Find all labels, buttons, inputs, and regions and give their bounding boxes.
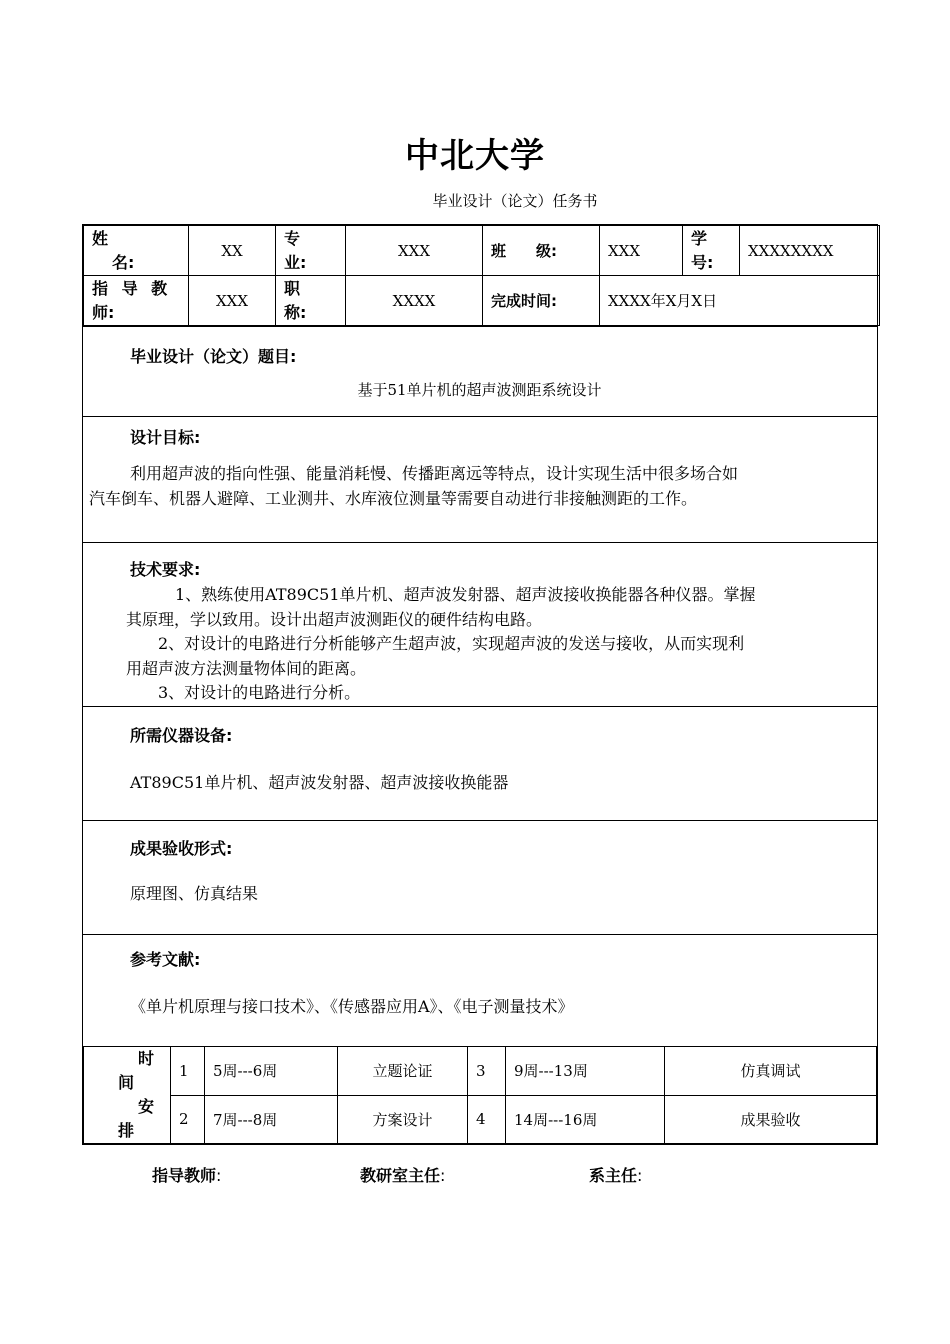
- equipment-value: AT89C51单片机、超声波发射器、超声波接收换能器: [130, 773, 509, 792]
- goal-line-2: 汽车倒车、机器人避障、工业测井、水库液位测量等需要自动进行非接触测距的工作。: [89, 489, 698, 508]
- schedule-task: 成果验收: [665, 1095, 877, 1144]
- schedule-label-3: 安: [138, 1097, 155, 1116]
- advisor-signature: [152, 1163, 221, 1186]
- dept-head-signature: [589, 1163, 642, 1186]
- results-section: [83, 820, 877, 934]
- results-value: 原理图、仿真结果: [130, 884, 259, 903]
- position-label: [276, 276, 346, 326]
- completion-label: 完成时间:: [483, 276, 600, 326]
- schedule-task: 方案设计: [338, 1095, 468, 1144]
- topic-value: 基于51单片机的超声波测距系统设计: [357, 381, 602, 399]
- major-label-line1: 专: [284, 228, 301, 248]
- requirements-section: [83, 542, 877, 706]
- equipment-section: [83, 706, 877, 820]
- info-table: [83, 225, 880, 326]
- requirements-line-3: 2、对设计的电路进行分析能够产生超声波，实现超声波的发送与接收，从而实现利: [158, 634, 745, 653]
- name-value: XX: [189, 226, 276, 276]
- student-id-label: [683, 226, 740, 276]
- references-section: [83, 934, 877, 1046]
- goal-section: [83, 416, 877, 542]
- dept-head-signature-label: 系主任: [589, 1166, 638, 1185]
- requirements-line-4: 用超声波方法测量物体间的距离。: [126, 659, 367, 678]
- advisor-signature-colon: :: [216, 1166, 222, 1185]
- schedule-label: [84, 1047, 171, 1144]
- schedule-table: [83, 1046, 877, 1144]
- goal-label-text: 设计目标:: [130, 428, 201, 447]
- major-label-line2: 业:: [284, 252, 307, 272]
- requirements-line-2: 其原理，学以致用。设计出超声波测距仪的硬件结构电路。: [126, 610, 543, 629]
- requirements-line-1: 1、熟练使用AT89C51单片机、超声波发射器、超声波接收换能器各种仪器。掌握: [175, 585, 756, 604]
- goal-line-1: 利用超声波的指向性强、能量消耗慢、传播距离远等特点，设计实现生活中很多场合如: [130, 464, 739, 483]
- student-id-value: XXXXXXXX: [740, 226, 880, 276]
- references-label: 参考文献:: [130, 950, 201, 969]
- schedule-index: 4: [468, 1095, 506, 1144]
- position-label-line1: 职: [284, 278, 301, 298]
- class-value: XXX: [600, 226, 683, 276]
- dept-head-signature-colon: :: [637, 1166, 643, 1185]
- student-id-label-line1: 学: [691, 228, 708, 248]
- task-form: [82, 224, 878, 1145]
- advisor-label: [84, 276, 189, 326]
- position-value: XXXX: [346, 276, 483, 326]
- advisor-label-line1: 指 导 教: [92, 278, 172, 298]
- advisor-label-line2: 师:: [92, 302, 115, 322]
- class-label: 班 级:: [483, 226, 600, 276]
- schedule-weeks: 14周---16周: [506, 1095, 665, 1144]
- student-id-label-line2: 号:: [691, 252, 714, 272]
- name-label: [84, 226, 189, 276]
- completion-value: XXXX年X月X日: [600, 276, 880, 326]
- name-label-line2: 名:: [112, 252, 135, 272]
- topic-label: 毕业设计（论文）题目:: [130, 347, 297, 366]
- office-head-signature: [360, 1163, 445, 1186]
- schedule-index: 3: [468, 1047, 506, 1096]
- schedule-label-4: 排: [118, 1121, 135, 1140]
- schedule-weeks: 9周---13周: [506, 1047, 665, 1096]
- position-label-line2: 称:: [284, 302, 307, 322]
- office-head-signature-label: 教研室主任: [360, 1166, 441, 1185]
- advisor-value: XXX: [189, 276, 276, 326]
- schedule-weeks: 5周---6周: [205, 1047, 338, 1096]
- equipment-label: 所需仪器设备:: [130, 726, 233, 745]
- schedule-task: 立题论证: [338, 1047, 468, 1096]
- references-value: 《单片机原理与接口技术》、《传感器应用A》、《电子测量技术》: [130, 997, 574, 1016]
- office-head-signature-colon: :: [440, 1166, 446, 1185]
- schedule-label-1: 时: [138, 1049, 155, 1068]
- schedule-label-2: 间: [118, 1073, 135, 1092]
- topic-section: [83, 326, 877, 416]
- schedule-task: 仿真调试: [665, 1047, 877, 1096]
- schedule-index: 2: [171, 1095, 205, 1144]
- major-value: XXX: [346, 226, 483, 276]
- schedule-index: 1: [171, 1047, 205, 1096]
- schedule-weeks: 7周---8周: [205, 1095, 338, 1144]
- results-label: 成果验收形式:: [130, 839, 233, 858]
- major-label: [276, 226, 346, 276]
- document-subtitle: 毕业设计（论文）任务书: [432, 192, 598, 210]
- advisor-signature-label: 指导教师: [152, 1166, 217, 1185]
- requirements-label: 技术要求:: [130, 560, 201, 579]
- page-title: 中北大学: [405, 136, 545, 176]
- name-label-line1: 姓: [92, 228, 109, 248]
- requirements-line-5: 3、对设计的电路进行分析。: [158, 683, 361, 702]
